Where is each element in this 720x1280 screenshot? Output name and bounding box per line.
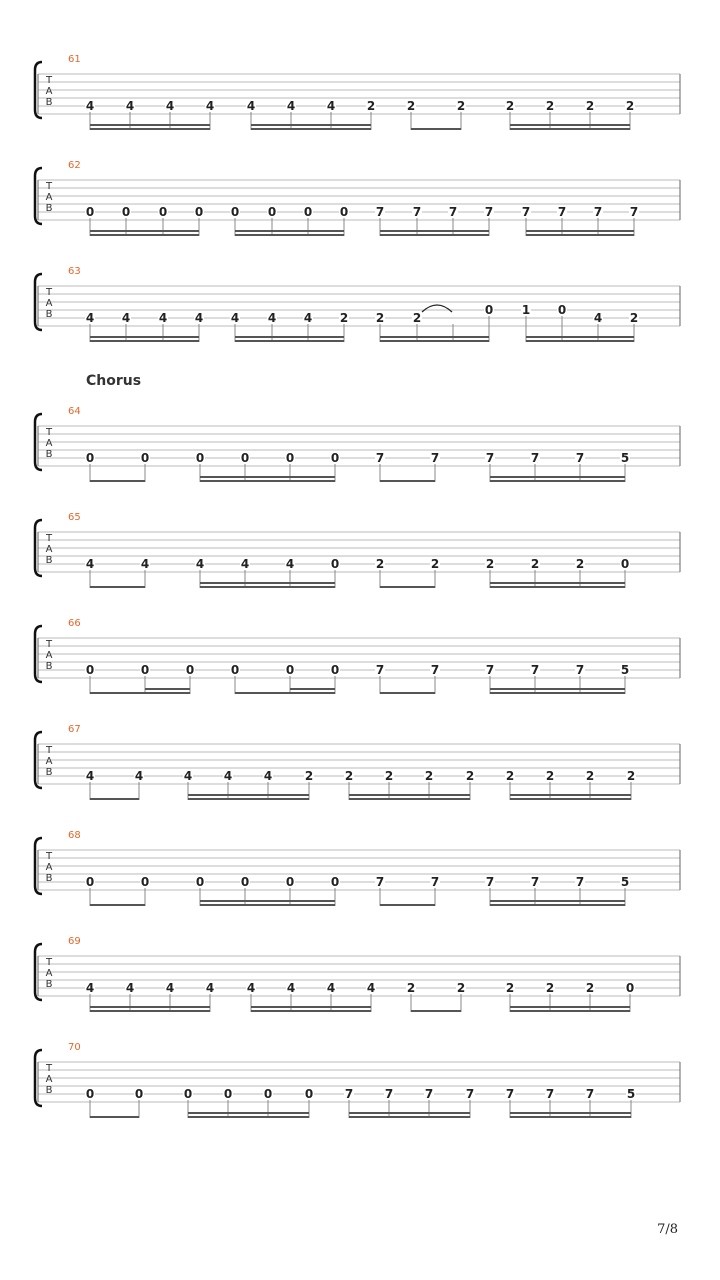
fret-number: 7 [505, 1087, 515, 1101]
fret-number: 7 [430, 663, 440, 677]
fret-number: 7 [530, 663, 540, 677]
beam-secondary [90, 124, 210, 126]
fret-number: 4 [195, 557, 205, 571]
fret-number: 4 [223, 769, 233, 783]
fret-number: 0 [134, 1087, 144, 1101]
fret-number: 4 [85, 557, 95, 571]
tab-clef-letter: B [45, 97, 53, 108]
tab-system-65 [35, 512, 680, 588]
fret-number: 4 [593, 311, 603, 325]
fret-number: 7 [375, 451, 385, 465]
fret-number: 4 [246, 981, 256, 995]
beam-secondary [349, 1112, 470, 1114]
fret-number: 7 [412, 205, 422, 219]
fret-number: 2 [456, 981, 466, 995]
fret-number: 4 [246, 99, 256, 113]
fret-number: 2 [304, 769, 314, 783]
fret-number: 4 [286, 981, 296, 995]
fret-number: 2 [545, 769, 555, 783]
beam-primary [380, 586, 435, 588]
fret-number: 0 [285, 451, 295, 465]
fret-number: 7 [485, 451, 495, 465]
fret-number: 7 [557, 205, 567, 219]
beam-secondary [380, 336, 489, 338]
fret-number: 0 [195, 875, 205, 889]
tab-clef-letter: B [45, 309, 53, 320]
tab-system-62 [35, 160, 680, 236]
beam-primary [251, 1010, 371, 1012]
beam-secondary [235, 230, 344, 232]
tie-arc [422, 305, 452, 312]
fret-number: 2 [456, 99, 466, 113]
tab-clef-letter: B [45, 449, 53, 460]
measure-number: 67 [68, 724, 81, 735]
tab-clef-letter: A [45, 756, 53, 767]
fret-number: 2 [406, 981, 416, 995]
measure-number: 63 [68, 266, 81, 277]
fret-number: 4 [85, 769, 95, 783]
fret-number: 7 [375, 205, 385, 219]
beam-secondary [188, 1112, 309, 1114]
fret-number: 4 [205, 99, 215, 113]
tab-clef-letter: B [45, 979, 53, 990]
fret-number: 0 [140, 451, 150, 465]
fret-number: 7 [575, 875, 585, 889]
fret-number: 4 [85, 311, 95, 325]
fret-number: 0 [183, 1087, 193, 1101]
measure-number: 66 [68, 618, 81, 629]
fret-number: 0 [484, 303, 494, 317]
beam-primary [380, 692, 435, 694]
beam-primary [200, 480, 335, 482]
fret-number: 0 [121, 205, 131, 219]
fret-number: 7 [375, 875, 385, 889]
fret-number: 5 [620, 451, 630, 465]
beam-secondary [200, 900, 335, 902]
fret-number: 4 [286, 99, 296, 113]
fret-number: 0 [195, 451, 205, 465]
fret-number: 0 [85, 875, 95, 889]
beam-secondary [490, 476, 625, 478]
beam-secondary [349, 794, 470, 796]
beam-secondary [510, 124, 630, 126]
tab-clef-letter: T [45, 1063, 53, 1074]
beam-secondary [290, 688, 335, 690]
fret-number: 2 [545, 99, 555, 113]
tab-clef-letter: T [45, 75, 53, 86]
tab-clef-letter: T [45, 639, 53, 650]
beam-secondary [490, 582, 625, 584]
tab-clef-letter: T [45, 181, 53, 192]
beam-primary [411, 1010, 461, 1012]
fret-number: 7 [375, 663, 385, 677]
tab-clef-letter: B [45, 555, 53, 566]
tab-system-70 [35, 1042, 680, 1118]
fret-number: 0 [185, 663, 195, 677]
fret-number: 2 [384, 769, 394, 783]
fret-number: 4 [85, 99, 95, 113]
beam-primary [235, 692, 335, 694]
fret-number: 0 [240, 451, 250, 465]
fret-number: 7 [430, 451, 440, 465]
fret-number: 2 [430, 557, 440, 571]
beam-primary [490, 904, 625, 906]
beam-secondary [188, 794, 309, 796]
fret-number: 4 [121, 311, 131, 325]
beam-primary [90, 340, 199, 342]
fret-number: 0 [330, 451, 340, 465]
beam-primary [510, 1010, 630, 1012]
beam-primary [90, 128, 210, 130]
fret-number: 5 [626, 1087, 636, 1101]
fret-number: 7 [530, 875, 540, 889]
beam-primary [90, 798, 139, 800]
fret-number: 0 [85, 205, 95, 219]
beam-primary [490, 692, 625, 694]
fret-number: 0 [557, 303, 567, 317]
fret-number: 5 [620, 663, 630, 677]
beam-primary [526, 234, 634, 236]
fret-number: 7 [545, 1087, 555, 1101]
fret-number: 2 [505, 769, 515, 783]
fret-number: 4 [240, 557, 250, 571]
beam-primary [349, 798, 470, 800]
beam-secondary [510, 1112, 631, 1114]
fret-number: 4 [125, 99, 135, 113]
fret-number: 7 [465, 1087, 475, 1101]
fret-number: 0 [285, 663, 295, 677]
fret-number: 7 [629, 205, 639, 219]
fret-number: 4 [326, 981, 336, 995]
measure-number: 68 [68, 830, 81, 841]
fret-number: 4 [165, 981, 175, 995]
fret-number: 7 [585, 1087, 595, 1101]
fret-number: 2 [585, 981, 595, 995]
beam-primary [90, 1116, 139, 1118]
tab-clef-letter: A [45, 192, 53, 203]
fret-number: 0 [85, 1087, 95, 1101]
fret-number: 0 [303, 205, 313, 219]
tab-clef-letter: B [45, 661, 53, 672]
measure-number: 61 [68, 54, 81, 65]
beam-primary [90, 904, 145, 906]
tab-clef-letter: B [45, 873, 53, 884]
fret-number: 7 [344, 1087, 354, 1101]
beam-secondary [90, 230, 199, 232]
fret-number: 4 [125, 981, 135, 995]
fret-number: 2 [366, 99, 376, 113]
fret-number: 2 [575, 557, 585, 571]
fret-number: 0 [304, 1087, 314, 1101]
beam-primary [90, 480, 145, 482]
tab-clef-letter: A [45, 650, 53, 661]
fret-number: 0 [140, 663, 150, 677]
fret-number: 2 [465, 769, 475, 783]
fret-number: 4 [303, 311, 313, 325]
fret-number: 2 [505, 99, 515, 113]
beam-primary [411, 128, 461, 130]
page-number: 7/8 [657, 1222, 678, 1237]
measure-number: 69 [68, 936, 81, 947]
fret-number: 2 [412, 311, 422, 325]
fret-number: 0 [330, 663, 340, 677]
tab-clef-letter: B [45, 767, 53, 778]
fret-number: 2 [375, 311, 385, 325]
beam-primary [510, 1116, 631, 1118]
tab-system-67 [35, 724, 680, 800]
beam-secondary [90, 1006, 210, 1008]
fret-number: 0 [625, 981, 635, 995]
fret-number: 4 [230, 311, 240, 325]
fret-number: 4 [326, 99, 336, 113]
beam-primary [349, 1116, 470, 1118]
fret-number: 7 [593, 205, 603, 219]
tab-clef-letter: A [45, 86, 53, 97]
beam-primary [510, 798, 631, 800]
fret-number: 2 [505, 981, 515, 995]
beam-secondary [490, 900, 625, 902]
fret-number: 4 [285, 557, 295, 571]
fret-number: 4 [134, 769, 144, 783]
beam-primary [380, 480, 435, 482]
fret-number: 2 [406, 99, 416, 113]
fret-number: 7 [485, 875, 495, 889]
tab-system-61 [35, 54, 680, 130]
fret-number: 2 [545, 981, 555, 995]
fret-number: 2 [585, 99, 595, 113]
fret-number: 2 [625, 99, 635, 113]
tab-system-68 [35, 830, 680, 906]
beam-primary [380, 234, 489, 236]
fret-number: 0 [230, 663, 240, 677]
beam-secondary [200, 476, 335, 478]
fret-number: 4 [183, 769, 193, 783]
beam-primary [380, 340, 489, 342]
beam-primary [200, 586, 335, 588]
note-group [375, 303, 494, 342]
fret-number: 0 [85, 663, 95, 677]
fret-number: 0 [140, 875, 150, 889]
tab-clef-letter: A [45, 1074, 53, 1085]
beam-secondary [510, 794, 631, 796]
fret-number: 0 [85, 451, 95, 465]
tab-clef-letter: T [45, 851, 53, 862]
beam-secondary [380, 230, 489, 232]
tab-clef-letter: T [45, 427, 53, 438]
fret-number: 2 [485, 557, 495, 571]
fret-number: 4 [85, 981, 95, 995]
beam-secondary [251, 1006, 371, 1008]
beam-secondary [200, 582, 335, 584]
fret-number: 7 [530, 451, 540, 465]
beam-secondary [490, 688, 625, 690]
fret-number: 0 [158, 205, 168, 219]
beam-primary [200, 904, 335, 906]
beam-primary [251, 128, 371, 130]
beam-primary [526, 340, 634, 342]
fret-number: 4 [194, 311, 204, 325]
tab-system-66 [35, 618, 680, 694]
fret-number: 7 [484, 205, 494, 219]
tab-clef-letter: T [45, 957, 53, 968]
fret-number: 2 [629, 311, 639, 325]
tab-system-64 [35, 406, 680, 482]
tab-clef-letter: A [45, 438, 53, 449]
fret-number: 7 [575, 663, 585, 677]
fret-number: 2 [626, 769, 636, 783]
fret-number: 7 [384, 1087, 394, 1101]
tab-clef-letter: B [45, 203, 53, 214]
fret-number: 4 [205, 981, 215, 995]
fret-number: 0 [267, 205, 277, 219]
fret-number: 2 [585, 769, 595, 783]
fret-number: 0 [620, 557, 630, 571]
fret-number: 0 [339, 205, 349, 219]
beam-primary [380, 904, 435, 906]
beam-primary [235, 234, 344, 236]
fret-number: 7 [521, 205, 531, 219]
fret-number: 2 [375, 557, 385, 571]
beam-primary [90, 1010, 210, 1012]
fret-number: 0 [330, 557, 340, 571]
beam-secondary [145, 688, 190, 690]
fret-number: 2 [424, 769, 434, 783]
tab-clef-letter: T [45, 533, 53, 544]
beam-primary [90, 692, 190, 694]
fret-number: 0 [240, 875, 250, 889]
measure-number: 65 [68, 512, 81, 523]
fret-number: 5 [620, 875, 630, 889]
beam-primary [188, 798, 309, 800]
fret-number: 2 [344, 769, 354, 783]
measure-number: 64 [68, 406, 81, 417]
beam-secondary [510, 1006, 630, 1008]
beam-primary [90, 234, 199, 236]
tab-clef-letter: B [45, 1085, 53, 1096]
beam-secondary [235, 336, 344, 338]
fret-number: 7 [485, 663, 495, 677]
measure-number: 62 [68, 160, 81, 171]
fret-number: 7 [575, 451, 585, 465]
fret-number: 2 [339, 311, 349, 325]
tab-clef-letter: T [45, 745, 53, 756]
section-label-chorus: Chorus [86, 373, 142, 389]
beam-secondary [526, 230, 634, 232]
tab-clef-letter: A [45, 862, 53, 873]
fret-number: 0 [263, 1087, 273, 1101]
note-group [521, 303, 639, 342]
fret-number: 0 [194, 205, 204, 219]
fret-number: 0 [285, 875, 295, 889]
tab-system-63 [35, 266, 680, 342]
fret-number: 7 [448, 205, 458, 219]
fret-number: 1 [521, 303, 531, 317]
beam-primary [490, 586, 625, 588]
fret-number: 4 [158, 311, 168, 325]
beam-primary [235, 340, 344, 342]
beam-primary [90, 586, 145, 588]
fret-number: 2 [530, 557, 540, 571]
fret-number: 4 [263, 769, 273, 783]
fret-number: 4 [165, 99, 175, 113]
measure-number: 70 [68, 1042, 81, 1053]
fret-number: 7 [430, 875, 440, 889]
fret-number: 4 [267, 311, 277, 325]
tab-clef-letter: T [45, 287, 53, 298]
beam-primary [510, 128, 630, 130]
tab-clef-letter: A [45, 544, 53, 555]
beam-secondary [251, 124, 371, 126]
fret-number: 4 [366, 981, 376, 995]
fret-number: 0 [230, 205, 240, 219]
tab-system-69 [35, 936, 680, 1012]
tab-clef-letter: A [45, 298, 53, 309]
fret-number: 4 [140, 557, 150, 571]
fret-number: 0 [330, 875, 340, 889]
beam-primary [188, 1116, 309, 1118]
fret-number: 0 [223, 1087, 233, 1101]
tab-clef-letter: A [45, 968, 53, 979]
beam-secondary [526, 336, 634, 338]
beam-secondary [90, 336, 199, 338]
beam-primary [490, 480, 625, 482]
fret-number: 7 [424, 1087, 434, 1101]
